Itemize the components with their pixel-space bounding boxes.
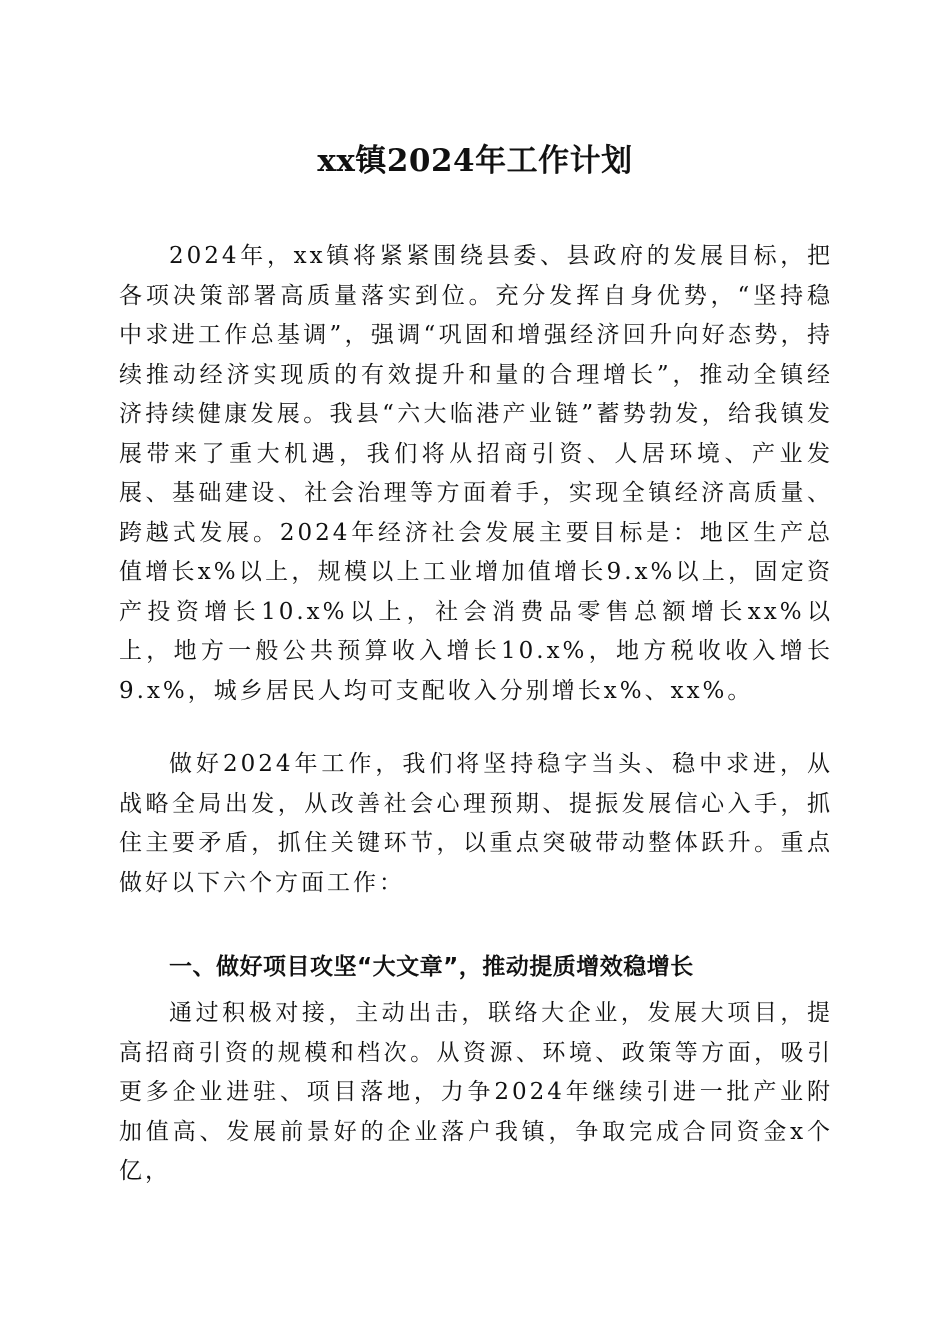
intro-paragraph: 2024年，xx镇将紧紧围绕县委、县政府的发展目标，把各项决策部署高质量落实到位。充分发挥自身优势，“坚持稳中求进工作总基调”，强调“巩固和增强经济回升向好态势，持续推动经济实现质的有效提升和量的合理增长”，推动全镇经济持续健康发展。我县“六大临港产业链”蓄势勃发，给我镇发展带来了重大机遇，我们将从招商引资、人居环境、产业发展、基础建设、社会治理等方面着手，实现全镇经济高质量、跨越式发展。2024年经济社会发展主要目标是：地区生产总值增长x%以上，规模以上工业增加值增长9.x%以上，固定资产投资增长10.x%以上，社会消费品零售总额增长xx%以上，地方一般公共预算收入增长10.x%，地方税收收入增长9.x%，城乡居民人均可支配收入分别增长x%、xx%。: [119, 243, 833, 704]
work-overview-paragraph: 做好2024年工作，我们将坚持稳字当头、稳中求进，从战略全局出发，从改善社会心理预期、提振发展信心入手，抓住主要矛盾，抓住关键环节，以重点突破带动整体跃升。重点做好以下六个方面工作：: [119, 751, 833, 896]
section-heading-one: 一、做好项目攻坚“大文章”，推动提质增效稳增长: [169, 954, 694, 980]
document-title: xx镇2024年工作计划: [317, 143, 633, 179]
section-one-paragraph: 通过积极对接，主动出击，联络大企业，发展大项目，提高招商引资的规模和档次。从资源、环境、政策等方面，吸引更多企业进驻、项目落地，力争2024年继续引进一批产业附加值高、发展前景好的企业落户我镇，争取完成合同资金x个亿，: [119, 1000, 833, 1184]
